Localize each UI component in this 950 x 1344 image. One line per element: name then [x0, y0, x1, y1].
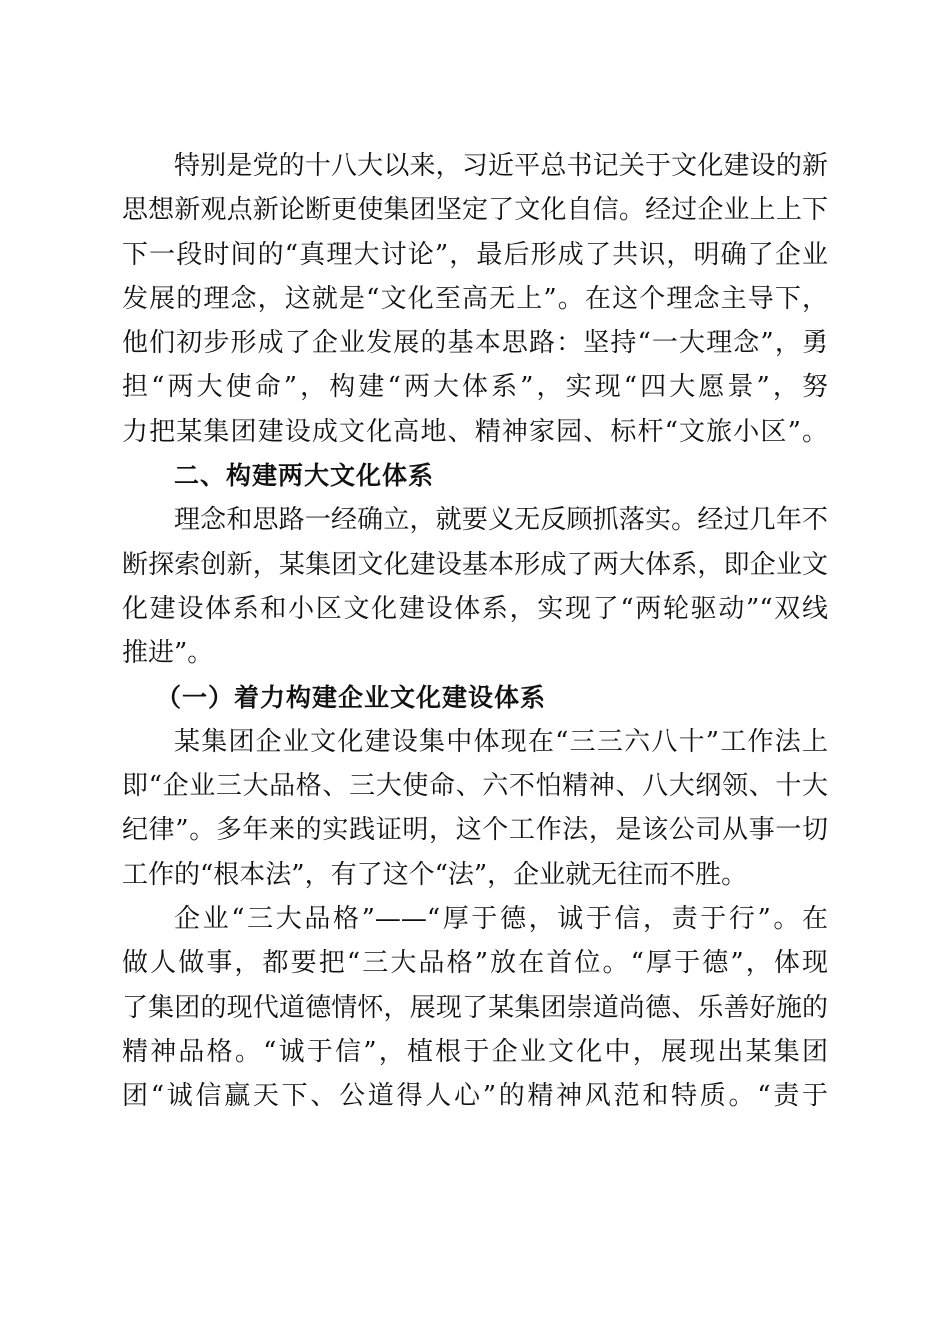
- subsection-heading: （一）着力构建企业文化建设体系: [156, 682, 547, 712]
- paragraph-line: 下一段时间的“真理大讨论”，最后形成了共识，明确了企业: [122, 239, 828, 270]
- paragraph-line: 工作的“根本法”，有了这个“法”，企业就无往而不胜。: [122, 859, 748, 890]
- paragraph-line: 他们初步形成了企业发展的基本思路：坚持“一大理念”，勇: [122, 328, 828, 359]
- section-heading: 二、构建两大文化体系: [174, 461, 435, 491]
- paragraph-line: 精神品格。“诚于信”，植根于企业文化中，展现出某集团: [122, 1036, 828, 1067]
- paragraph-line: 了集团的现代道德情怀，展现了某集团崇道尚德、乐善好施的: [122, 992, 828, 1023]
- document-body: [122, 144, 828, 1119]
- paragraph-line: 推进”。: [122, 638, 214, 669]
- paragraph-line: 力把某集团建设成文化高地、精神家园、标杆“文旅小区”。: [122, 416, 828, 447]
- paragraph-line: 纪律”。多年来的实践证明，这个工作法，是该公司从事一切: [122, 815, 828, 846]
- paragraph-line: 某集团企业文化建设集中体现在“三三六八十”工作法上: [174, 726, 828, 757]
- paragraph-line: 理念和思路一经确立，就要义无反顾抓落实。经过几年不: [174, 505, 828, 536]
- paragraph-line: 团“诚信赢天下、公道得人心”的精神风范和特质。“责于: [122, 1081, 828, 1112]
- paragraph-line: 断探索创新，某集团文化建设基本形成了两大体系，即企业文: [122, 549, 828, 580]
- paragraph-line: 思想新观点新论断更使集团坚定了文化自信。经过企业上上下: [122, 195, 828, 226]
- paragraph-line: 做人做事，都要把“三大品格”放在首位。“厚于德”，体现: [122, 948, 828, 979]
- paragraph-line: 担“两大使命”，构建“两大体系”，实现“四大愿景”，努: [122, 372, 828, 403]
- paragraph-line: 即“企业三大品格、三大使命、六不怕精神、八大纲领、十大: [122, 771, 828, 802]
- paragraph-line: 发展的理念，这就是“文化至高无上”。在这个理念主导下，: [122, 283, 828, 314]
- paragraph-line: 特别是党的十八大以来，习近平总书记关于文化建设的新: [174, 151, 828, 181]
- paragraph-line: 化建设体系和小区文化建设体系，实现了“两轮驱动”“双线: [122, 593, 828, 624]
- paragraph-line: 企业“三大品格”——“厚于德，诚于信，责于行”。在: [174, 904, 828, 935]
